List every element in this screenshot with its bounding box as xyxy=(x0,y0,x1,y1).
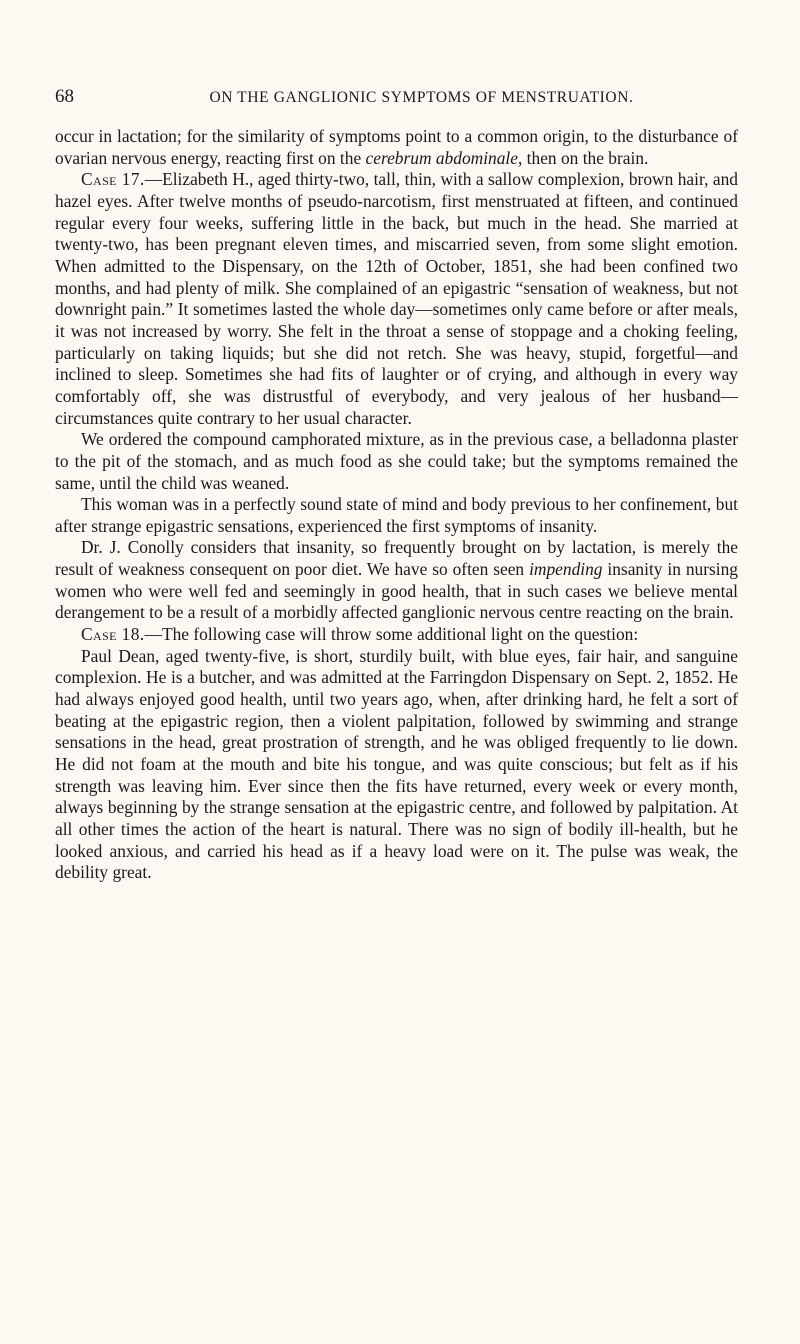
observation-paragraph: This woman was in a perfectly sound state of mind and body previous to her confinement, but after strange epigastric sensations, experienced the first symptoms of insanity. xyxy=(55,494,738,536)
text-run: , then on the brain. xyxy=(517,147,649,168)
text-run: insanity in nursing women who were well fed and seemingly in good health, that in such cases we believe mental derangement to be a result of a morbidly affected ganglionic nervous centre reacting on the brain. xyxy=(55,559,739,623)
paul-dean-paragraph: Paul Dean, aged twenty-five, is short, sturdily built, with blue eyes, fair hair, and sanguine complexion. He is a butcher, and was admitted at the Farringdon Dispensary on Sept. 2, 1852. He had always enjoyed good health, until two years ago, when, after drinking hard, he felt a sort of beating at the epigastric region, then a violent palpitation, followed by swimming and strange sensations in the head, great prostration of strength, and he was obliged frequently to lie down. He did not foam at the mouth and bite his tongue, and was quite conscious; but felt as if his strength was leaving him. Ever since then the fits have returned, every week or every month, always beginning by the strange sensation at the epigastric centre, and followed by palpitation. At all other times the action of the heart is natural. There was no sign of bodily ill-health, but he looked anxious, and carried his head as if a heavy load were on it. The pulse was weak, the debility great. xyxy=(55,645,738,883)
paragraph-continuation xyxy=(55,126,738,169)
running-header xyxy=(55,86,738,112)
text-run: Dr. J. Conolly considers that insanity, so frequently brought on by lactation, is merely the result of weakness consequent on poor diet. We have so often seen xyxy=(55,537,738,580)
italic-term: cerebrum abdominale xyxy=(365,147,518,168)
case-label: Case 18. xyxy=(81,624,145,645)
italic-term: impending xyxy=(529,559,603,580)
conolly-paragraph xyxy=(55,537,738,624)
case-label: Case 17. xyxy=(81,169,145,190)
running-title: ON THE GANGLIONIC SYMPTOMS OF MENSTRUATION. xyxy=(209,89,634,106)
page-number: 68 xyxy=(55,86,74,107)
case-18-paragraph xyxy=(55,624,738,646)
text-run: —Elizabeth H., aged thirty-two, tall, thin, with a sallow complexion, brown hair, and hazel eyes. After twelve months of pseudo-narcotism, first menstruated at fifteen, and continued regular every four weeks, suffering little in the back, but much in the head. She married at twenty-two, has been pregnant eleven times, and miscarried seven, from some slight emotion. When admitted to the Dispensary, on the 12th of October, 1851, she had been confined two months, and had plenty of milk. She complained of an epigastric “sensation of weakness, but not downright pain.” It sometimes lasted the whole day—sometimes only came before or after meals, it was not increased by worry. She felt in the throat a sense of stoppage and a choking feeling, particularly on taking liquids; but she did not retch. She was heavy, stupid, forgetful—and inclined to sleep. Sometimes she had fits of laughter or of crying, and although in every way comfortably off, she was distrustful of everybody, and very jealous of her husband—circumstances quite contrary to her usual character. xyxy=(55,169,739,428)
treatment-paragraph: We ordered the compound camphorated mixture, as in the previous case, a belladonna plaster to the pit of the stomach, and as much food as she could take; but the symptoms remained the same, until the child was weaned. xyxy=(55,429,738,493)
case-17-paragraph xyxy=(55,169,738,429)
page-body xyxy=(55,126,738,884)
text-run: —The following case will throw some additional light on the question: xyxy=(144,624,639,645)
text-run: occur in lactation; for the similarity of symptoms point to a common origin, to the disturbance of ovarian nervous energy, reacting first on the xyxy=(55,126,738,168)
